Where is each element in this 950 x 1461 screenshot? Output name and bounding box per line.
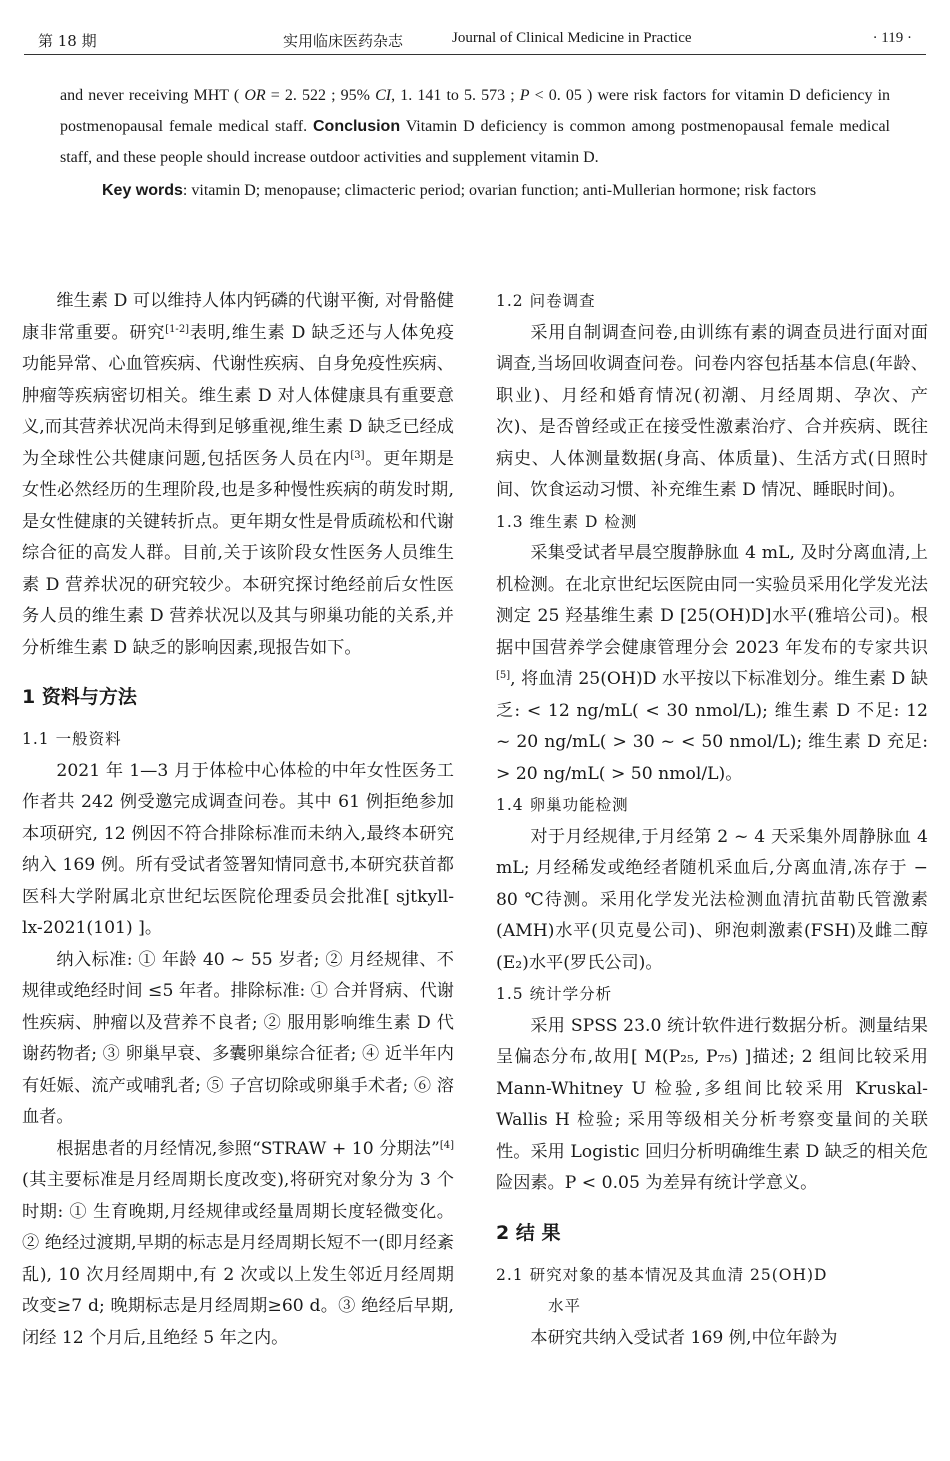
citation[interactable]: [5] bbox=[496, 670, 511, 681]
paragraph: 本研究共纳入受试者 169 例,中位年龄为 bbox=[530, 1327, 838, 1348]
english-abstract bbox=[60, 80, 890, 206]
issue-number: 第 18 期 bbox=[38, 32, 97, 50]
conclusion-label: Conclusion bbox=[312, 118, 401, 135]
keywords-label: Key words bbox=[102, 182, 183, 199]
page-header bbox=[24, 26, 926, 55]
page-number: · 119 · bbox=[872, 30, 912, 46]
paragraph: 根据患者的月经情况,参照“STRAW + 10 分期法”[4](其主要标准是月经周期长度改变),将研究对象分为 3 个时期: ① 生育晚期,月经规律或经量周期长度轻微变化。② 绝经过渡期,早期的标志是月经周期长短不一(即月经紊乱), 10 次月经周期中,有 2 次或以上发生邻近月经周期改变≥7 d; 晚期标志是月经周期≥60 d。③ 绝经后早期,闭经 12 个月后,且绝经 5 年之内。 bbox=[22, 1138, 454, 1348]
paragraph: 2021 年 1—3 月于体检中心体检的中年女性医务工作者共 242 例受邀完成调查问卷。其中 61 例拒绝参加本项研究, 12 例因不符合排除标准而未纳入,最终本研究纳入 169 例。所有受试者签署知情同意书,本研究获首都医科大学附属北京世纪坛医院伦理委员会批准[ sjtkyll-lx-2021(101) ]。 bbox=[22, 760, 454, 938]
citation[interactable]: [1-2] bbox=[165, 323, 190, 335]
paragraph: 对于月经规律,于月经第 2 ~ 4 天采集外周静脉血 4 mL; 月经稀发或绝经者随机采血后,分离血清,冻存于 − 80 ℃待测。采用化学发光法检测血清抗苗勒氏管激素(AMH)水平(贝克曼公司)、卵泡刺激素(FSH)及雌二醇(E₂)水平(罗氏公司)。 bbox=[496, 826, 928, 973]
paragraph: 采用自制调查问卷,由训练有素的调查员进行面对面调查,当场回收调查问卷。问卷内容包括基本信息(年龄、职业)、月经和婚育情况(初潮、月经周期、孕次、产次)、是否曾经或正在接受性激素治疗、合并疾病、既往病史、人体测量数据(身高、体质量)、生活方式(日照时间、饮食运动习惯、补充维生素 D 情况、睡眠时间)。 bbox=[496, 322, 928, 500]
subsection-heading: 1.1 一般资料 bbox=[22, 730, 122, 748]
citation[interactable]: [4] bbox=[439, 1139, 454, 1151]
section-heading-methods: 1 资料与方法 bbox=[22, 686, 137, 708]
journal-title-en: Journal of Clinical Medicine in Practice bbox=[452, 30, 692, 46]
journal-title-cn: 实用临床医药杂志 bbox=[283, 32, 404, 50]
keywords: Key words: vitamin D; menopause; climacteric period; ovarian function; anti-Mullerian hormone; risk factors bbox=[102, 182, 817, 199]
subsection-heading: 2.1 研究对象的基本情况及其血清 25(OH)D 水平 bbox=[496, 1265, 828, 1315]
section-heading-results: 2 结 果 bbox=[496, 1221, 561, 1244]
subsection-heading: 1.2 问卷调查 bbox=[496, 292, 596, 310]
subsection-heading: 1.5 统计学分析 bbox=[496, 985, 613, 1003]
subsection-heading: 1.3 维生素 D 检测 bbox=[496, 512, 638, 531]
paragraph: 纳入标准: ① 年龄 40 ~ 55 岁者; ② 月经规律、不规律或绝经时间 ≤5 年者。排除标准: ① 合并肾病、代谢性疾病、肿瘤以及营养不良者; ② 服用影响维生素 D 代谢药物者; ③ 卵巢早衰、多囊卵巢综合征者; ④ 近半年内有妊娠、流产或哺乳者; ⑤ 子宫切除或卵巢手术者; ⑥ 溶血者。 bbox=[22, 949, 454, 1127]
abstract-paragraph: and never receiving MHT ( OR = 2. 522 ; 95% CI, 1. 141 to 5. 573 ; P < 0. 05 ) were risk factors for vitamin D deficiency in postmenopausal female medical staff. Conclusion Vitamin D deficiency is common among postmenopausal female medical staff, and these people should increase outdoor activities and supplement vitamin D. bbox=[60, 87, 891, 166]
paragraph: 采集受试者早晨空腹静脉血 4 mL, 及时分离血清,上机检测。在北京世纪坛医院由同一实验员采用化学发光法测定 25 羟基维生素 D [25(OH)D]水平(雅培公司)。根据中国营养学会健康管理分会 2023 年发布的专家共识[5], 将血清 25(OH)D 水平按以下标准划分。维生素 D 缺乏: < 12 ng/mL( < 30 nmol/L); 维生素 D 不足: 12 ~ 20 ng/mL( > 30 ~ < 50 nmol/L); 维生素 D 充足: > 20 ng/mL( > 50 nmol/L)。 bbox=[496, 543, 928, 784]
intro-paragraph: 维生素 D 可以维持人体内钙磷的代谢平衡, 对骨骼健康非常重要。研究[1-2]表明,维生素 D 缺乏还与人体免疫功能异常、心血管疾病、代谢性疾病、自身免疫性疾病、肿瘤等疾病密切相关。维生素 D 对人体健康具有重要意义,而其营养状况尚未得到足够重视,维生素 D 缺乏已经成为全球性公共健康问题,包括医务人员在内[3]。更年期是女性必然经历的生理阶段,也是多种慢性疾病的萌发时期,是女性健康的关键转折点。更年期女性是骨质疏松和代谢综合征的高发人群。目前,关于该阶段女性医务人员维生素 D 营养状况的研究较少。本研究探讨绝经前后女性医务人员的维生素 D 营养状况以及其与卵巢功能的关系,并分析维生素 D 缺乏的影响因素,现报告如下。 bbox=[22, 291, 454, 658]
paragraph: 采用 SPSS 23.0 统计软件进行数据分析。测量结果呈偏态分布,故用[ M(P₂₅, P₇₅) ]描述; 2 组间比较采用 Mann-Whitney U 检验,多组间比较采用 Kruskal-Wallis H 检验; 采用等级相关分析考察变量间的关联性。采用 Logistic 回归分析明确维生素 D 缺乏的相关危险因素。P < 0.05 为差异有统计学意义。 bbox=[496, 1015, 928, 1193]
subsection-heading: 1.4 卵巢功能检测 bbox=[496, 796, 629, 814]
citation[interactable]: [3] bbox=[350, 449, 365, 461]
left-column bbox=[22, 286, 454, 1354]
right-column bbox=[496, 286, 928, 1354]
